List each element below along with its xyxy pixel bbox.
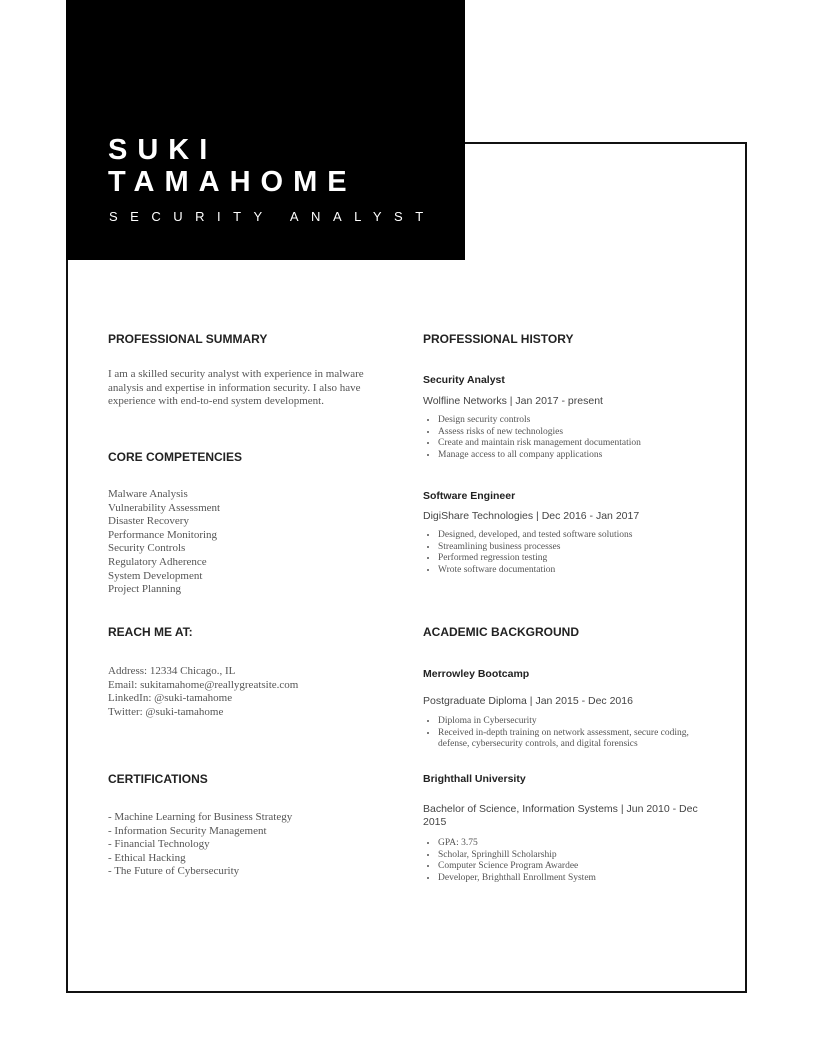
school-meta: Postgraduate Diploma | Jan 2015 - Dec 2016 — [423, 695, 633, 707]
list-item: • Performed regression testing — [438, 553, 718, 565]
list-item: • Create and maintain risk management documentation — [438, 438, 718, 450]
list-item: - Ethical Hacking — [108, 851, 186, 864]
list-item: - Machine Learning for Business Strategy — [108, 811, 293, 823]
list-item: • Assess risks of new technologies — [438, 427, 718, 439]
job-title: Software Engineer — [423, 490, 516, 502]
list-item: Security Controls — [108, 542, 186, 555]
certifications-heading: CERTIFICATIONS — [108, 772, 208, 786]
competencies-list — [108, 488, 220, 597]
job-bullets — [423, 415, 718, 461]
list-item: • GPA: 3.75 — [438, 838, 718, 850]
education-heading: ACADEMIC BACKGROUND — [423, 625, 579, 639]
job-meta: Wolfline Networks | Jan 2017 - present — [423, 395, 603, 407]
list-item: • Computer Science Program Awardee — [438, 861, 718, 873]
list-item: - Information Security Management — [108, 824, 267, 837]
list-item: Performance Monitoring — [108, 528, 218, 541]
twitter[interactable]: Twitter: @suki-tamahome — [108, 705, 224, 718]
list-item: • Design security controls — [438, 415, 718, 427]
list-item: Vulnerability Assessment — [108, 501, 221, 514]
school-name: Merrowley Bootcamp — [423, 668, 530, 680]
certifications-list — [108, 811, 292, 879]
linkedin[interactable]: LinkedIn: @suki-tamahome — [108, 692, 233, 705]
list-item: - The Future of Cybersecurity — [108, 865, 240, 878]
school-bullets — [423, 716, 718, 751]
school-meta: Bachelor of Science, Information Systems | Jun 2010 - Dec 2015 — [423, 803, 698, 828]
list-item: • Developer, Brighthall Enrollment System — [438, 873, 718, 885]
summary-text: I am a skilled security analyst with experience in malware analysis and expertise in information security. I also have experience with end-to-end system development. — [108, 368, 364, 408]
school-name: Brighthall University — [423, 773, 526, 785]
job-meta: DigiShare Technologies | Dec 2016 - Jan 2017 — [423, 510, 640, 522]
list-item: • Scholar, Springhill Scholarship — [438, 850, 718, 862]
job-title: Security Analyst — [423, 374, 505, 386]
list-item: • Designed, developed, and tested software solutions — [438, 530, 718, 542]
competencies-heading: CORE COMPETENCIES — [108, 450, 243, 464]
list-item: • Received in-depth training on network assessment, secure coding, defense, cybersecurity controls, and digital forensics — [438, 728, 718, 751]
job-bullets — [423, 530, 718, 576]
email[interactable]: Email: sukitamahome@reallygreatsite.com — [108, 678, 299, 691]
list-item: • Manage access to all company applications — [438, 450, 718, 462]
list-item: Project Planning — [108, 583, 182, 596]
list-item: System Development — [108, 569, 203, 582]
first-name: SUKI — [108, 134, 218, 166]
history-heading: PROFESSIONAL HISTORY — [423, 332, 574, 346]
list-item: • Wrote software documentation — [438, 565, 718, 577]
school-bullets — [423, 838, 718, 884]
list-item: Disaster Recovery — [108, 515, 189, 528]
address: Address: 12334 Chicago., IL — [108, 665, 236, 677]
list-item: • Streamlining business processes — [438, 542, 718, 554]
list-item: Malware Analysis — [108, 488, 188, 500]
list-item: • Diploma in Cybersecurity — [438, 716, 718, 728]
contact-list — [108, 665, 298, 719]
name — [108, 134, 357, 198]
list-item: Regulatory Adherence — [108, 555, 207, 568]
list-item: - Financial Technology — [108, 838, 210, 851]
summary-heading: PROFESSIONAL SUMMARY — [108, 332, 268, 346]
last-name: TAMAHOME — [108, 166, 357, 198]
job-title: SECURITY ANALYST — [109, 209, 436, 224]
contact-heading: REACH ME AT: — [108, 625, 193, 639]
